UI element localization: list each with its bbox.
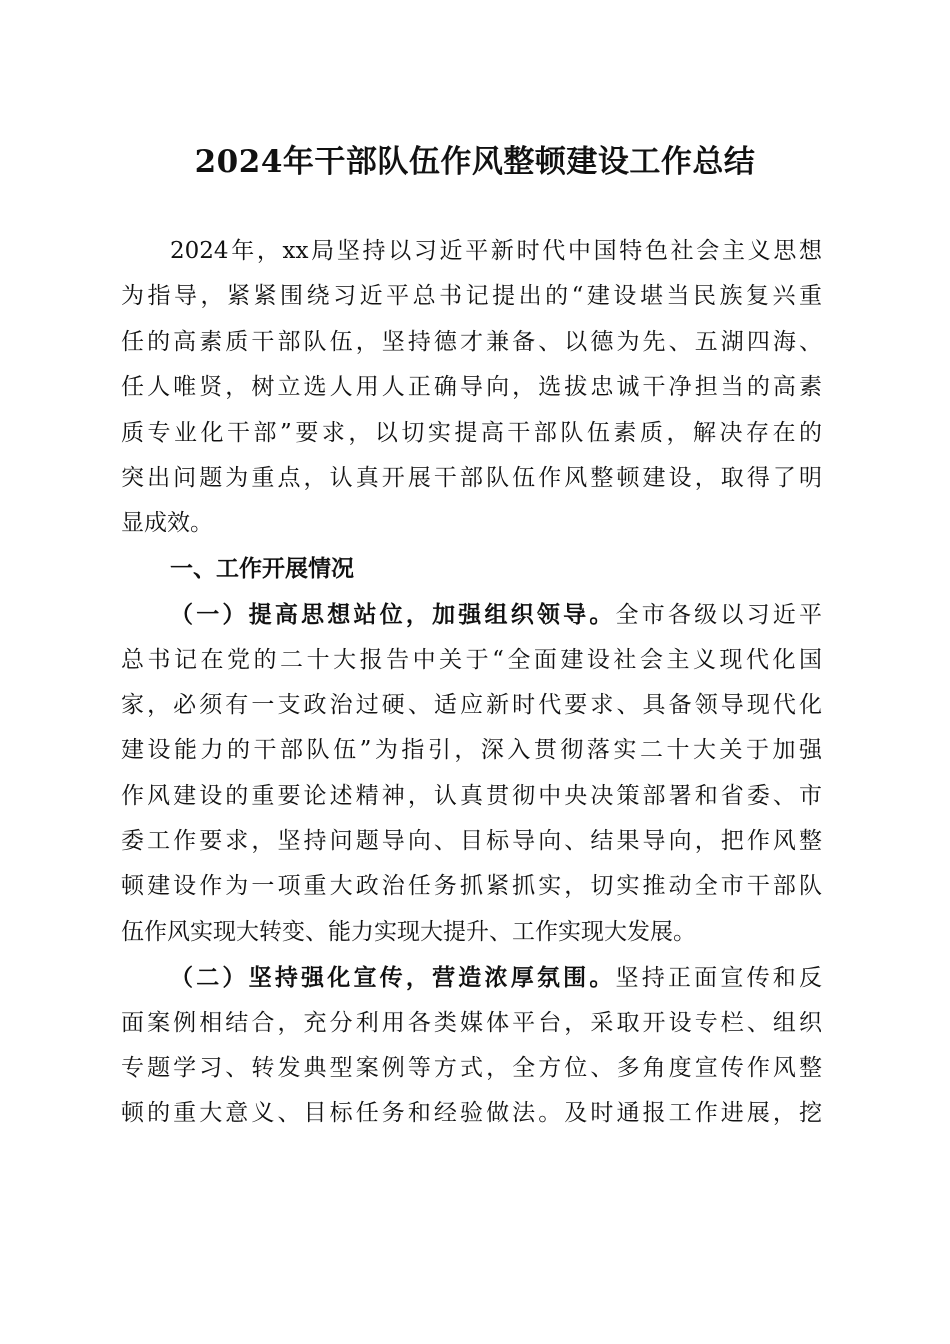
paragraph-text: 全市各级以习近平	[615, 602, 823, 629]
paragraph-line: 任人唯贤，树立选人用人正确导向，选拔忠诚干净担当的高素	[121, 374, 822, 401]
paragraph-line: 2024年，xx局坚持以习近平新时代中国特色社会主义思想	[170, 238, 822, 264]
subsection-1-paragraph	[121, 592, 822, 955]
paragraph-line: 伍作风实现大转变、能力实现大提升、工作实现大发展。	[121, 918, 696, 945]
document-title: 2024年干部队伍作风整顿建设工作总结	[194, 144, 756, 180]
paragraph-line	[121, 955, 822, 1000]
paragraph-line: 顿建设作为一项重大政治任务抓紧抓实，切实推动全市干部队	[121, 873, 822, 900]
paragraph-line: 总书记在党的二十大报告中关于“全面建设社会主义现代化国	[121, 646, 822, 673]
paragraph-line: 为指导，紧紧围绕习近平总书记提出的“建设堪当民族复兴重	[121, 283, 822, 310]
subsection-2-paragraph	[121, 955, 822, 1137]
paragraph-line: 作风建设的重要论述精神，认真贯彻中央决策部署和省委、市	[121, 782, 822, 809]
intro-paragraph	[121, 229, 822, 547]
paragraph-line: 显成效。	[121, 510, 213, 537]
section-heading: 一、工作开展情况	[170, 555, 354, 582]
paragraph-line: 专题学习、转发典型案例等方式，全方位、多角度宣传作风整	[121, 1055, 822, 1082]
paragraph-text: 坚持正面宣传和反	[615, 965, 823, 992]
paragraph-line: 面案例相结合，充分利用各类媒体平台，采取开设专栏、组织	[121, 1009, 822, 1036]
subsection-lead: （二）坚持强化宣传，营造浓厚氛围。	[170, 964, 616, 992]
paragraph-line: 建设能力的干部队伍”为指引，深入贯彻落实二十大关于加强	[121, 737, 822, 764]
paragraph-line: 家，必须有一支政治过硬、适应新时代要求、具备领导现代化	[121, 691, 822, 718]
paragraph-line: 委工作要求，坚持问题导向、目标导向、结果导向，把作风整	[121, 828, 822, 855]
paragraph-line: 顿的重大意义、目标任务和经验做法。及时通报工作进展，挖	[121, 1100, 822, 1127]
subsection-lead: （一）提高思想站位，加强组织领导。	[170, 601, 616, 629]
paragraph-line: 突出问题为重点，认真开展干部队伍作风整顿建设，取得了明	[121, 464, 822, 491]
paragraph-line: 任的高素质干部队伍，坚持德才兼备、以德为先、五湖四海、	[121, 328, 822, 355]
paragraph-line	[121, 592, 822, 637]
document-body	[121, 229, 822, 1137]
paragraph-line: 质专业化干部”要求，以切实提高干部队伍素质，解决存在的	[121, 419, 822, 446]
